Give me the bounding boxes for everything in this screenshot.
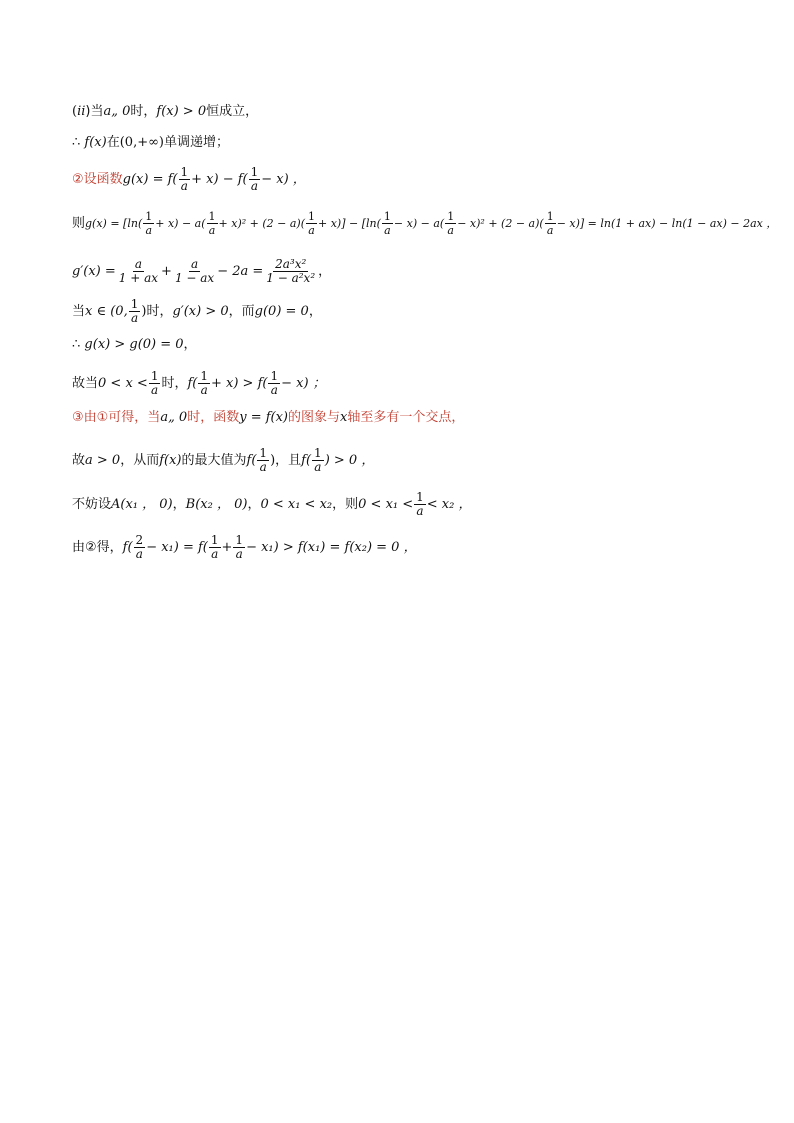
math: g(x) = [ln( xyxy=(85,216,143,230)
line-11 xyxy=(72,491,471,518)
fraction: $\frac{1}{a}$ xyxy=(210,533,219,561)
text: ， xyxy=(247,496,261,512)
math: − x) − a( xyxy=(393,216,445,230)
text: 单调递增； xyxy=(164,135,230,150)
fraction: $\frac{1}{a}$ xyxy=(314,446,322,474)
text: ，从而 xyxy=(120,452,160,468)
math: 0 < x₁ < xyxy=(358,496,414,512)
math: g′(x) = xyxy=(72,263,116,279)
fraction: $\frac{1}{a}$ xyxy=(270,369,279,397)
math: a > 0 xyxy=(85,452,121,468)
math: f( xyxy=(187,375,198,391)
math: − x₁) = f( xyxy=(146,539,208,555)
math: f(x) xyxy=(84,135,107,150)
line-3 xyxy=(72,166,306,193)
fraction: $\frac{1}{a}$ xyxy=(383,210,391,237)
math: − x)] = ln(1 + ax) − ln(1 − ax) − 2ax ， xyxy=(556,216,778,230)
line-8 xyxy=(72,370,326,397)
math: − 2a = xyxy=(217,263,264,279)
text: )当 xyxy=(85,104,104,119)
math: a„ 0 xyxy=(103,104,131,119)
text: ， xyxy=(308,303,322,319)
fraction: $\frac{1}{a}$ xyxy=(208,210,216,237)
text: ∴ xyxy=(72,135,81,150)
text: ，且 xyxy=(275,452,302,468)
text: 在 xyxy=(106,135,120,150)
math: f(x) > 0 xyxy=(156,104,207,119)
text: ，则 xyxy=(332,496,359,512)
fraction: $\frac{1}{a}$ xyxy=(180,165,189,193)
fraction: $\frac{1}{a}$ xyxy=(250,165,259,193)
text: 时， xyxy=(161,375,188,391)
line-5 xyxy=(72,258,331,285)
text: ， xyxy=(318,263,332,279)
math: < x₂ ， xyxy=(426,496,472,512)
text: 时，函数 xyxy=(187,410,240,425)
text: ( xyxy=(72,104,78,119)
math: − x₁) > f(x₁) = f(x₂) = 0 ， xyxy=(246,539,417,555)
text: ， xyxy=(172,496,186,512)
math: f(x) xyxy=(159,452,182,468)
fraction: $\frac{1}{a}$ xyxy=(447,210,455,237)
text: ， xyxy=(183,337,197,352)
math: − x)² + (2 − a)( xyxy=(457,216,544,230)
text: 则 xyxy=(72,215,86,231)
math: − x) ； xyxy=(281,375,326,391)
fraction: $\frac{2}{a}$ xyxy=(135,533,144,561)
math: g(x) = f( xyxy=(122,171,178,187)
math: x ∈ (0, xyxy=(85,303,128,319)
text: 时， xyxy=(130,104,157,119)
math: g(x) > g(0) = 0 xyxy=(84,337,184,352)
text: 当 xyxy=(72,303,86,319)
line-12 xyxy=(72,534,417,561)
text: 故当 xyxy=(72,375,99,391)
text: 时， xyxy=(146,303,173,319)
math: + x) − f( xyxy=(191,171,248,187)
line-7 xyxy=(72,336,197,354)
line-4 xyxy=(72,210,777,237)
text: 不妨设 xyxy=(72,496,112,512)
fraction: $\frac{1}{a}$ xyxy=(546,210,554,237)
text: 故 xyxy=(72,452,86,468)
math: + x) > f( xyxy=(211,375,268,391)
math: − x) ， xyxy=(261,171,306,187)
math: f( xyxy=(122,539,133,555)
fraction: $\frac{a}{1 + ax}$ xyxy=(118,257,159,285)
math: + xyxy=(221,539,233,555)
fraction: $\frac{\text{2a³x²}}{\text{1 − a²x²}}$ xyxy=(266,257,316,285)
text: ，而 xyxy=(228,303,255,319)
text: ii xyxy=(77,104,86,119)
math: 0 < x₁ < x₂ xyxy=(260,496,333,512)
math: ) xyxy=(141,303,147,319)
text: ③由①可得，当 xyxy=(72,410,161,425)
text: 的最大值为 xyxy=(181,452,247,468)
math: g′(x) > 0 xyxy=(172,303,229,319)
math: g(0) = 0 xyxy=(254,303,309,319)
text: ∴ xyxy=(72,337,81,352)
math: + x) − a( xyxy=(155,216,206,230)
math: ) > 0 ， xyxy=(324,452,375,468)
line-9 xyxy=(72,409,464,427)
math: y = f(x) xyxy=(239,410,289,425)
line-2 xyxy=(72,134,229,152)
fraction: $\frac{1}{a}$ xyxy=(416,490,424,518)
text: 的图象与 xyxy=(288,410,341,425)
math: f( xyxy=(301,452,312,468)
fraction: $\frac{1}{a}$ xyxy=(259,446,268,474)
math: + x)² + (2 − a)( xyxy=(218,216,306,230)
math: + x)] − [ln( xyxy=(318,216,381,230)
math: x xyxy=(340,410,348,425)
math: ) xyxy=(270,452,276,468)
math: f( xyxy=(246,452,257,468)
fraction: $\frac{1}{a}$ xyxy=(308,210,316,237)
text: ②设函数 xyxy=(72,171,123,187)
fraction: $\frac{1}{a}$ xyxy=(145,210,153,237)
math: A(x₁ ， 0) xyxy=(111,496,173,512)
math: + xyxy=(161,263,172,279)
text: 恒成立， xyxy=(206,104,259,119)
math: B(x₂ ， 0) xyxy=(185,496,248,512)
text: 轴至多有一个交点， xyxy=(347,410,465,425)
fraction: $\frac{1}{a}$ xyxy=(130,297,139,325)
text: 由②得， xyxy=(72,539,123,555)
line-1 xyxy=(72,103,258,121)
line-6 xyxy=(72,298,322,325)
fraction: $\frac{a}{1 - ax}$ xyxy=(174,257,215,285)
fraction: $\frac{1}{a}$ xyxy=(150,369,159,397)
math: (0,+∞) xyxy=(119,135,165,150)
math: 0 < x < xyxy=(98,375,148,391)
fraction: $\frac{1}{a}$ xyxy=(200,369,208,397)
math: a„ 0 xyxy=(160,410,188,425)
line-10 xyxy=(72,447,374,474)
fraction: $\frac{1}{a}$ xyxy=(235,533,244,561)
